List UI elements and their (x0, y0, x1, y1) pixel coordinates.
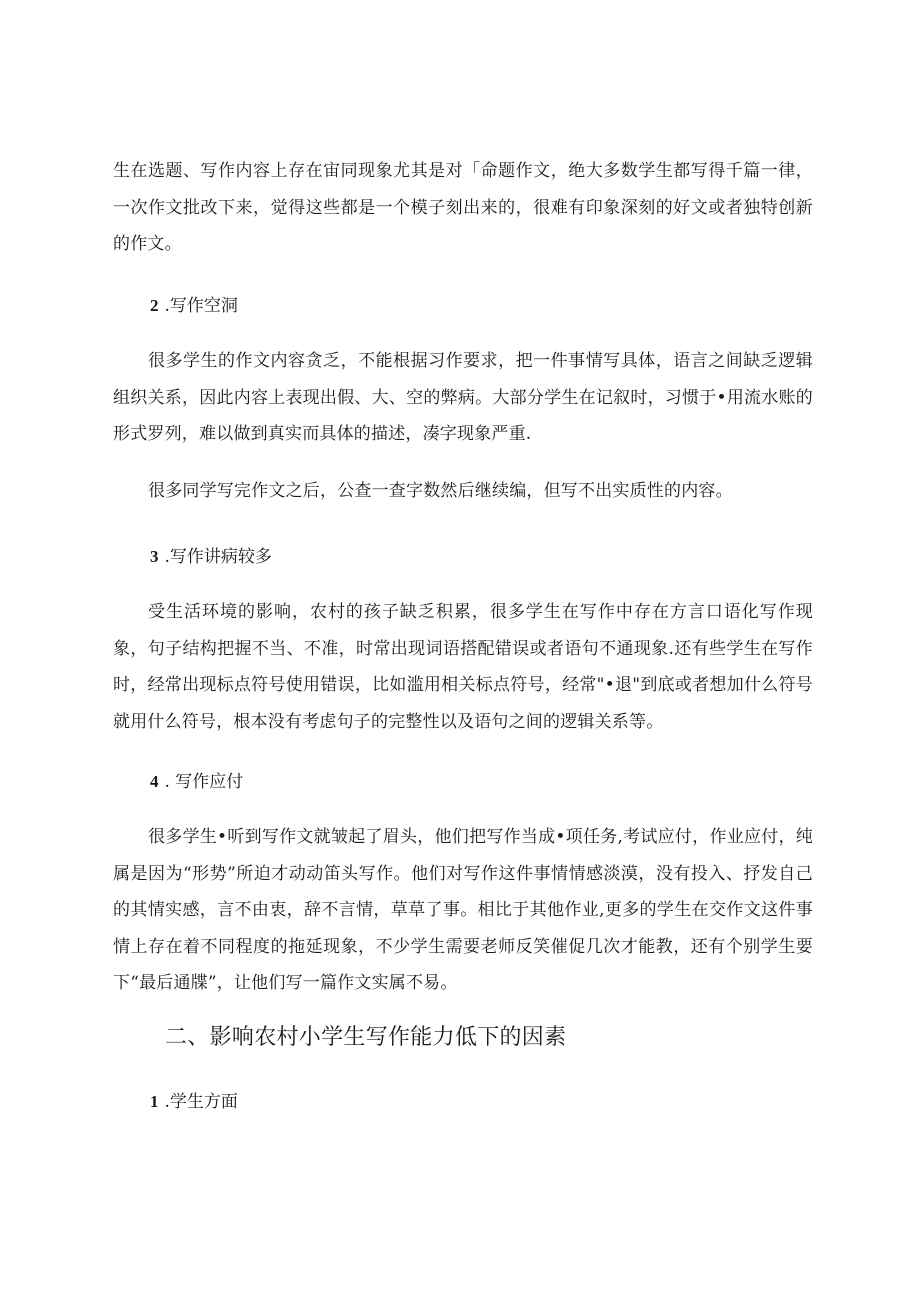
subheading-number: 3 (150, 547, 159, 566)
subheading-number: 2 (150, 296, 159, 315)
paragraph-intro: 生在选题、写作内容上存在宙同现象尤其是对「命题作文，绝大多数学生都写得千篇一律，一次作文批改下来，觉得这些都是一个模子刻出来的，很难有印象深刻的好文或者独特创新的作文。 (113, 161, 813, 254)
section-title: 二、影响农村小学生写作能力低下的因素 (165, 1025, 567, 1050)
paragraph-writing-empty: 很多学生的作文内容贪乏，不能根据习作要求，把一件事情写具体，语言之间缺乏逻辑组织关系，因此内容上表现出假、大、空的弊病。大部分学生在记叙时，习惯于•用流水账的形式罗列，难以做到真实而具体的描述，凑字现象严重. (113, 351, 813, 444)
paragraph-word-count: 很多同学写完作文之后，公查一查字数然后继续编，但写不出实质性的内容。 (148, 481, 733, 501)
subheading-text: .写作讲病较多 (164, 547, 272, 567)
paragraph-writing-errors: 受生活环境的影响，农村的孩子缺乏积累，很多学生在写作中存在方言口语化写作现象，句子结构把握不当、不准，时常出现词语搭配错误或者语句不通现象.还有些学生在写作时，经常出现标点符号使用错误，比如滥用相关标点符号，经常"•退"到底或者想加什么符号就用什么符号，根本没有考虑句子的完整性以及语句之间的逻辑关系等。 (113, 602, 813, 732)
subheading-writing-errors (150, 545, 272, 569)
paragraph-writing-perfunctory: 很多学生•听到写作文就皱起了眉头，他们把写作当成•项任务,考试应付，作业应付，纯属是因为“形势”所迫才动动笛头写作。他们对写作这件事情情感淡漠，没有投入、抒发自己的其情实感，言不由衷，辞不言情，草草了事。相比于其他作业,更多的学生在交作文这件事情上存在着不同程度的拖延现象，不少学生需要老师反笑催促几次才能教，还有个别学生要下“最后通牒”，让他们写一篇作文实属不易。 (113, 827, 813, 993)
subheading-number: 1 (150, 1092, 159, 1111)
subheading-writing-perfunctory (150, 770, 243, 794)
subheading-writing-empty (150, 294, 238, 318)
subheading-text: .学生方面 (164, 1092, 238, 1112)
subheading-student-aspect (150, 1090, 238, 1114)
subheading-text: . 写作应付 (164, 772, 244, 792)
subheading-text: .写作空洞 (164, 296, 238, 316)
subheading-number: 4 (150, 772, 159, 791)
